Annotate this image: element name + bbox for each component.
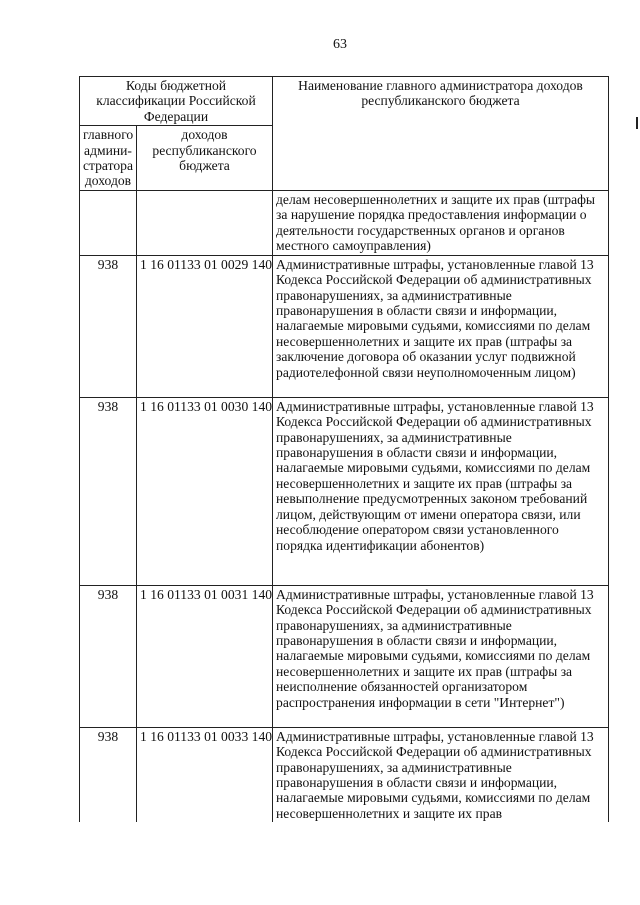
name-cell: Административные штрафы, установленные главой 13 Кодекса Российской Федерации об административных правонарушениях, за административные правонарушения в области связи и информации, налагаемые мировыми судьями, комиссиями по делам несовершеннолетних и защите их прав (штрафы за заключение договора об оказании услуг подвижной радиотелефонной связи неуполномоченным лицом) xyxy=(273,255,609,397)
header-administrator-name: Наименование главного администратора доходов республиканского бюджета xyxy=(273,77,609,191)
admin-code-cell: 938 xyxy=(80,585,137,727)
income-code-cell xyxy=(137,190,273,255)
scan-edge-mark xyxy=(636,117,638,129)
admin-code-cell xyxy=(80,190,137,255)
header-income-code: доходов республиканского бюджета xyxy=(137,126,273,191)
budget-classification-table xyxy=(79,76,609,822)
table-row xyxy=(80,585,609,727)
table-row xyxy=(80,397,609,585)
admin-code-cell: 938 xyxy=(80,255,137,397)
income-code-cell: 1 16 01133 01 0029 140 xyxy=(137,255,273,397)
header-budget-codes: Коды бюджетной классификации Российской Федерации xyxy=(80,77,273,126)
name-cell: делам несовершеннолетних и защите их прав (штрафы за нарушение порядка предоставления информации о деятельности государственных органов и органов местного самоуправления) xyxy=(273,190,609,255)
name-cell: Административные штрафы, установленные главой 13 Кодекса Российской Федерации об административных правонарушениях, за административные правонарушения в области связи и информации, налагаемые мировыми судьями, комиссиями по делам несовершеннолетних и защите их прав (штрафы за невыполнение предусмотренных законом требований лицом, действующим от имени оператора связи, или несоблюдение оператором связи установленного порядка идентификации абонентов) xyxy=(273,397,609,585)
table-row xyxy=(80,190,609,255)
name-cell: Административные штрафы, установленные главой 13 Кодекса Российской Федерации об административных правонарушениях, за административные правонарушения в области связи и информации, налагаемые мировыми судьями, комиссиями по делам несовершеннолетних и защите их прав (штрафы за неисполнение обязанностей организатором распространения информации в сети "Интернет") xyxy=(273,585,609,727)
income-code-cell: 1 16 01133 01 0033 140 xyxy=(137,727,273,822)
income-code-cell: 1 16 01133 01 0031 140 xyxy=(137,585,273,727)
admin-code-cell: 938 xyxy=(80,397,137,585)
header-admin-code: главного админи-стратора доходов xyxy=(80,126,137,191)
table-row xyxy=(80,255,609,397)
admin-code-cell: 938 xyxy=(80,727,137,822)
table-row xyxy=(80,727,609,822)
income-code-cell: 1 16 01133 01 0030 140 xyxy=(137,397,273,585)
page-number: 63 xyxy=(333,37,347,52)
header-row-group xyxy=(80,77,609,126)
name-cell: Административные штрафы, установленные главой 13 Кодекса Российской Федерации об административных правонарушениях, за административные правонарушения в области связи и информации, налагаемые мировыми судьями, комиссиями по делам несовершеннолетних и защите их прав xyxy=(273,727,609,822)
